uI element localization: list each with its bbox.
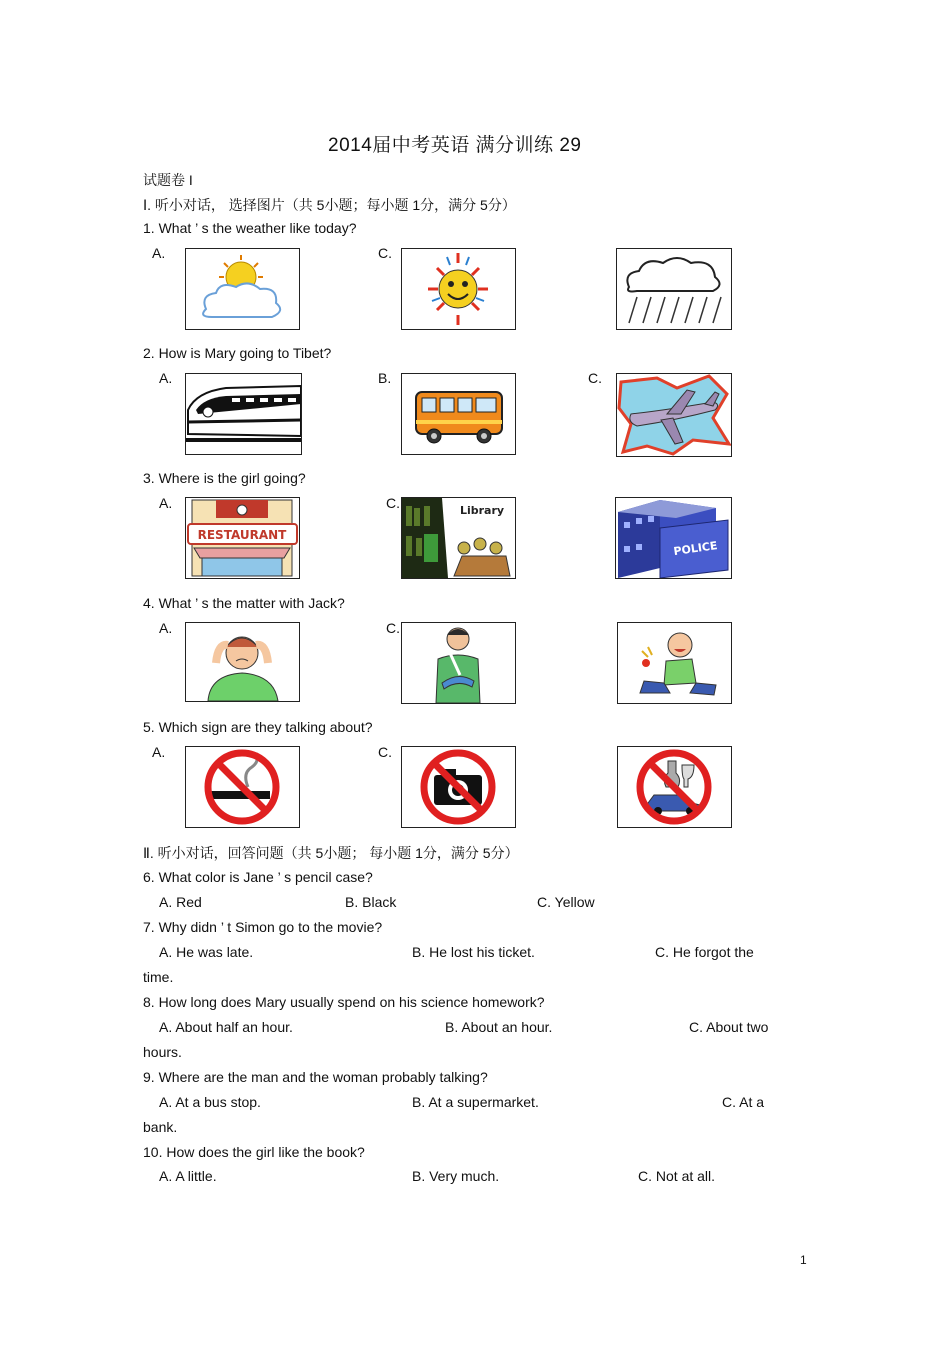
no-smoking-picture[interactable] <box>185 746 300 828</box>
q6-option-b: B. Black <box>345 894 397 910</box>
headache-picture[interactable] <box>185 622 300 702</box>
q10-option-b: B. Very much. <box>412 1168 500 1184</box>
police-station-picture[interactable] <box>615 497 732 579</box>
cloudy-sun-picture[interactable] <box>185 248 300 330</box>
option-a-label: A. <box>159 620 173 636</box>
no-camera-picture[interactable] <box>401 746 516 828</box>
train-picture[interactable] <box>185 373 302 455</box>
q7-option-a: A. He was late. <box>159 944 254 960</box>
rainy-picture[interactable] <box>616 248 732 330</box>
question-10: 10. How does the girl like the book? <box>143 1144 365 1160</box>
no-smoking-sign-icon <box>186 747 299 827</box>
question-3: 3. Where is the girl going? <box>143 470 306 486</box>
airplane-icon <box>617 374 731 456</box>
option-a-label: A. <box>159 370 173 386</box>
bus-icon <box>402 374 515 454</box>
bus-picture[interactable] <box>401 373 516 455</box>
hurt-knee-icon <box>618 623 731 703</box>
svg-text:Library: Library <box>459 504 505 517</box>
q8-option-b: B. About an hour. <box>445 1019 553 1035</box>
broken-arm-icon <box>402 623 515 703</box>
airplane-picture[interactable] <box>616 373 732 457</box>
broken-arm-picture[interactable] <box>401 622 516 704</box>
q7-option-c-continued: time. <box>143 969 174 985</box>
option-c-label: C. <box>386 495 400 511</box>
page-title: 2014届中考英语 满分训练 29 <box>328 135 582 156</box>
q10-option-a: A. A little. <box>159 1168 217 1184</box>
q7-option-b: B. He lost his ticket. <box>412 944 535 960</box>
sunny-picture[interactable] <box>401 248 516 330</box>
option-b-label: B. <box>378 370 392 386</box>
question-5: 5. Which sign are they talking about? <box>143 719 373 735</box>
option-c-label: C. <box>378 245 392 261</box>
q10-option-c: C. Not at all. <box>638 1168 716 1184</box>
option-c-label: C. <box>378 744 392 760</box>
paper-label: 试题卷 I <box>143 172 193 188</box>
headache-icon <box>186 623 299 701</box>
hurt-knee-picture[interactable] <box>617 622 732 704</box>
svg-text:RESTAURANT: RESTAURANT <box>197 528 287 542</box>
library-picture[interactable] <box>401 497 516 579</box>
rain-cloud-icon <box>617 249 731 329</box>
question-8: 8. How long does Mary usually spend on his science homework? <box>143 994 545 1010</box>
q9-option-b: B. At a supermarket. <box>412 1094 539 1110</box>
section1-heading: Ⅰ. 听小对话， 选择图片（共 5小题；每小题 1分，满分 5分） <box>143 197 516 213</box>
q6-option-a: A. Red <box>159 894 202 910</box>
restaurant-icon <box>186 498 299 578</box>
q9-option-c: C. At a <box>722 1094 765 1110</box>
q6-option-c: C. Yellow <box>537 894 595 910</box>
option-c-label: C. <box>588 370 602 386</box>
svg-text:POLICE: POLICE <box>672 539 719 559</box>
page-number: 1 <box>800 1253 807 1267</box>
train-icon <box>186 374 301 454</box>
library-icon <box>402 498 515 578</box>
option-a-label: A. <box>152 245 166 261</box>
q8-option-a: A. About half an hour. <box>159 1019 293 1035</box>
cloudy-sun-icon <box>186 249 299 329</box>
no-drink-driving-picture[interactable] <box>617 746 732 828</box>
question-6: 6. What color is Jane ’ s pencil case? <box>143 869 373 885</box>
police-station-icon <box>616 498 731 578</box>
question-1: 1. What ’ s the weather like today? <box>143 220 357 236</box>
section2-heading: Ⅱ. 听小对话，回答问题（共 5小题； 每小题 1分，满分 5分） <box>143 845 519 861</box>
question-4: 4. What ’ s the matter with Jack? <box>143 595 345 611</box>
q9-option-a: A. At a bus stop. <box>159 1094 261 1110</box>
q8-option-c: C. About two <box>689 1019 769 1035</box>
q7-option-c: C. He forgot the <box>655 944 754 960</box>
no-camera-sign-icon <box>402 747 515 827</box>
q9-option-c-continued: bank. <box>143 1119 178 1135</box>
option-c-label: C. <box>386 620 400 636</box>
question-9: 9. Where are the man and the woman probably talking? <box>143 1069 488 1085</box>
restaurant-picture[interactable] <box>185 497 300 579</box>
question-7: 7. Why didn ’ t Simon go to the movie? <box>143 919 383 935</box>
q8-option-c-continued: hours. <box>143 1044 182 1060</box>
sunny-face-icon <box>402 249 515 329</box>
no-drink-driving-sign-icon <box>618 747 731 827</box>
option-a-label: A. <box>159 495 173 511</box>
option-a-label: A. <box>152 744 166 760</box>
question-2: 2. How is Mary going to Tibet? <box>143 345 332 361</box>
